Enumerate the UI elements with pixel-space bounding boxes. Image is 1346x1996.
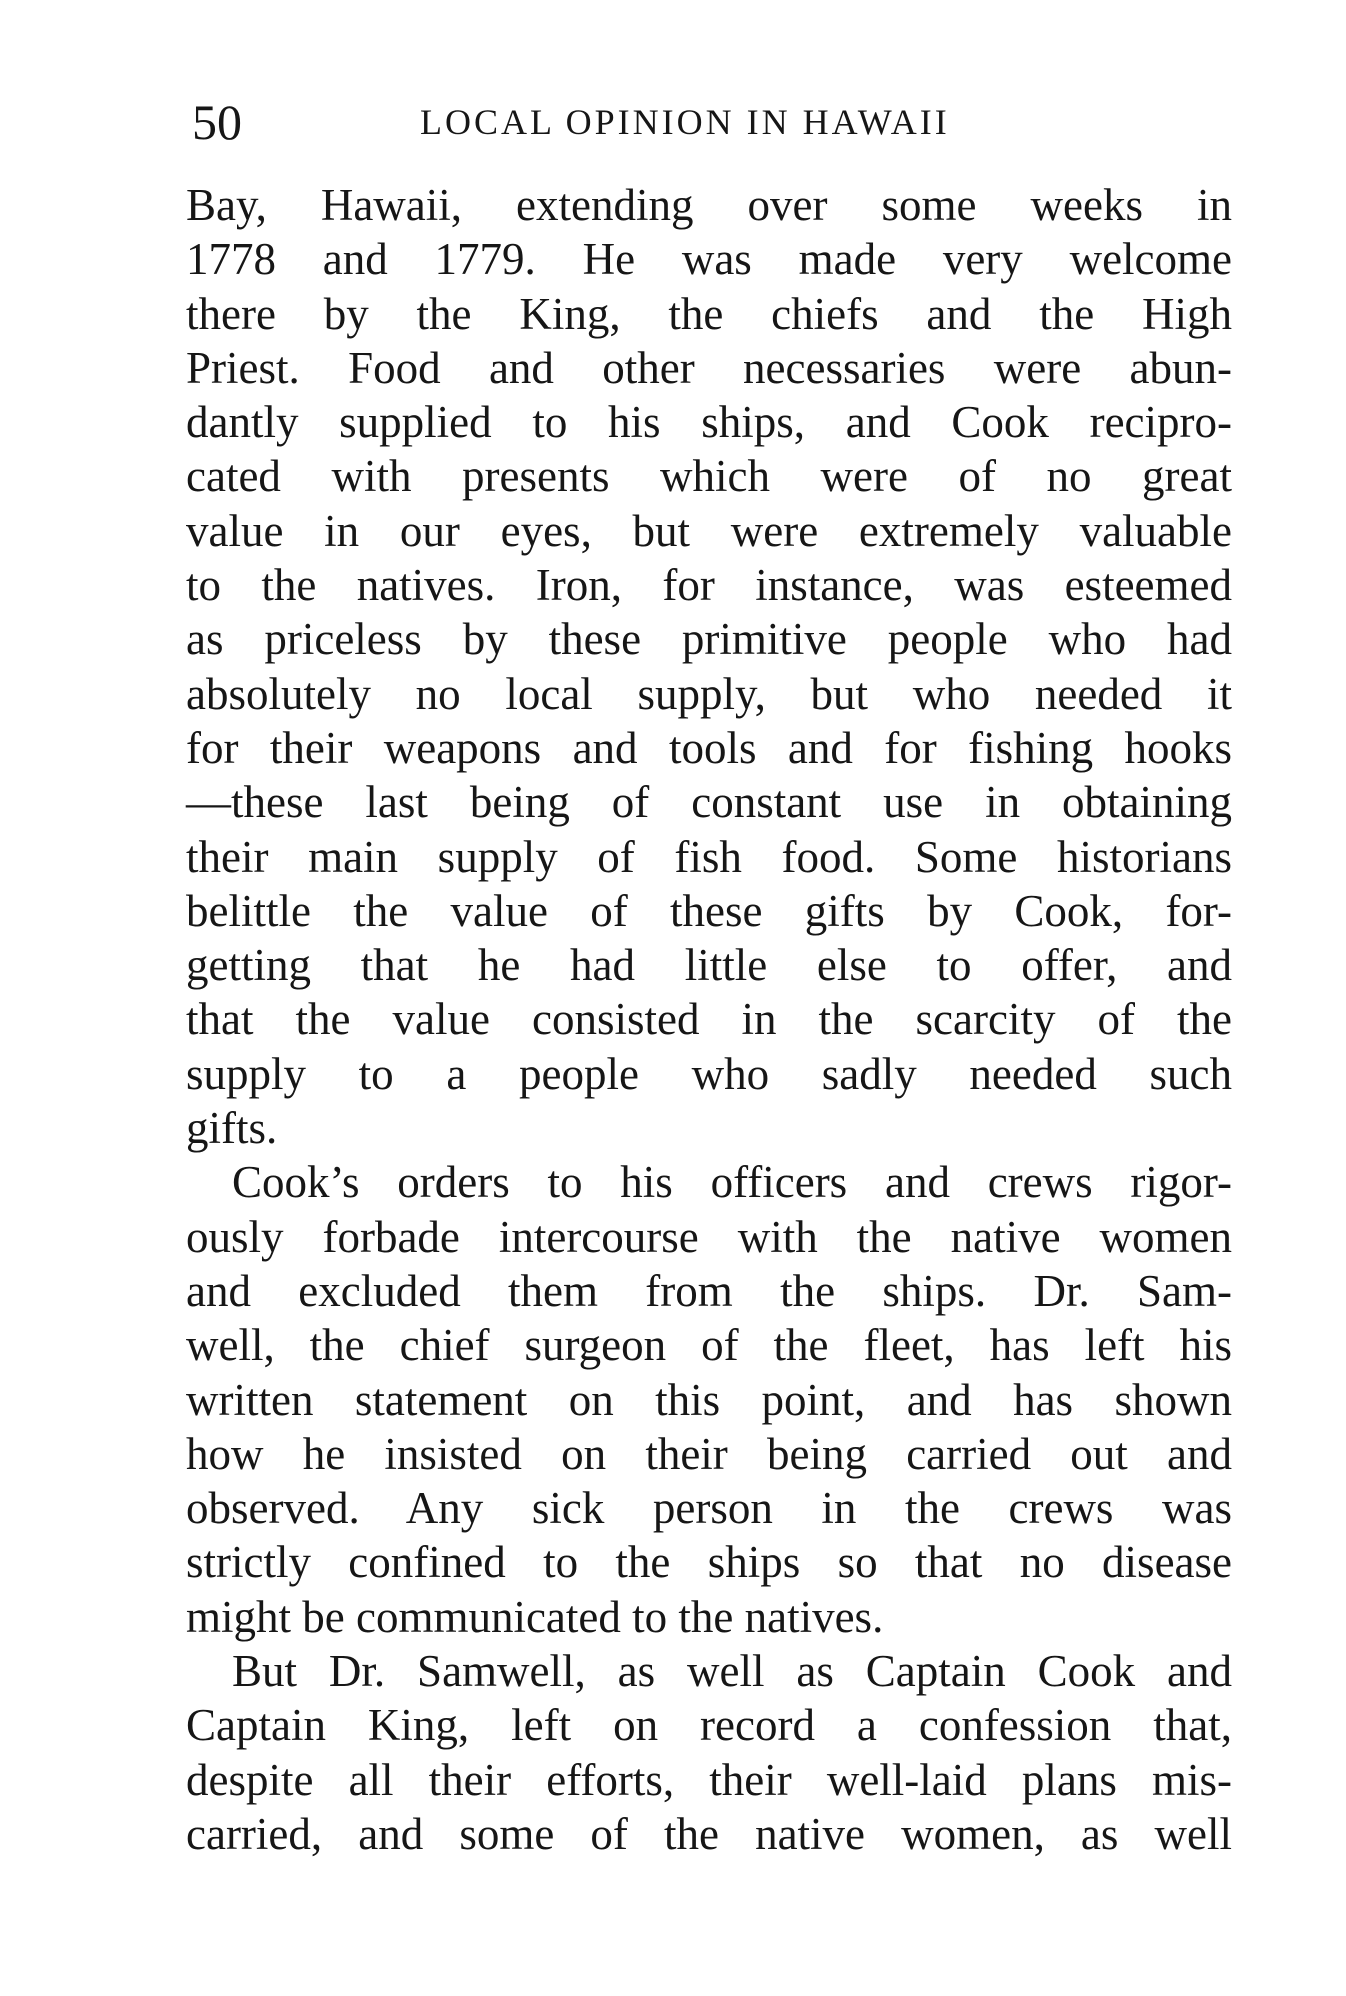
text-line: ously forbade intercourse with the native women (186, 1211, 1232, 1262)
text-line: belittle the value of these gifts by Cook, for- (186, 885, 1232, 936)
text-line: and excluded them from the ships. Dr. Sam- (186, 1265, 1232, 1316)
text-line: Priest. Food and other necessaries were abun- (186, 342, 1232, 393)
text-line: written statement on this point, and has shown (186, 1374, 1232, 1425)
text-line: getting that he had little else to offer, and (186, 940, 1232, 991)
text-line: to the natives. Iron, for instance, was esteemed (186, 560, 1232, 611)
text-line: carried, and some of the native women, as well (186, 1808, 1232, 1859)
text-line: 1778 and 1779. He was made very welcome (186, 234, 1232, 285)
text-line: Bay, Hawaii, extending over some weeks in (186, 180, 1232, 230)
text-line: for their weapons and tools and for fishing hooks (186, 722, 1232, 773)
text-line: value in our eyes, but were extremely valuable (186, 505, 1232, 556)
running-title: LOCAL OPINION IN HAWAII (420, 102, 950, 142)
running-head (192, 92, 1232, 152)
text-line: as priceless by these primitive people who had (186, 614, 1232, 665)
text-line: how he insisted on their being carried out and (186, 1428, 1232, 1479)
text-line: Captain King, left on record a confession that, (186, 1700, 1232, 1751)
text-line: well, the chief surgeon of the fleet, has left his (186, 1320, 1232, 1371)
text-line: absolutely no local supply, but who needed it (186, 668, 1232, 719)
text-line: observed. Any sick person in the crews was (186, 1483, 1232, 1534)
paragraph-start-line: But Dr. Samwell, as well as Captain Cook and (232, 1646, 1232, 1697)
text-line: that the value consisted in the scarcity of the (186, 994, 1232, 1045)
body-text (186, 178, 1232, 1861)
text-line: —these last being of constant use in obtaining (186, 777, 1232, 828)
text-line: strictly confined to the ships so that no disease (186, 1537, 1232, 1588)
page-number: 50 (192, 94, 242, 150)
text-line: there by the King, the chiefs and the High (186, 288, 1232, 339)
text-line: might be communicated to the natives. (186, 1591, 884, 1642)
paragraph-start-line: Cook’s orders to his officers and crews rigor- (232, 1157, 1232, 1208)
text-line: despite all their efforts, their well-laid plans mis- (186, 1754, 1232, 1805)
text-line: dantly supplied to his ships, and Cook recipro- (186, 397, 1232, 448)
text-line: cated with presents which were of no great (186, 451, 1232, 502)
text-line: their main supply of fish food. Some historians (186, 831, 1232, 882)
text-line: supply to a people who sadly needed such (186, 1048, 1232, 1099)
text-line: gifts. (186, 1103, 278, 1154)
